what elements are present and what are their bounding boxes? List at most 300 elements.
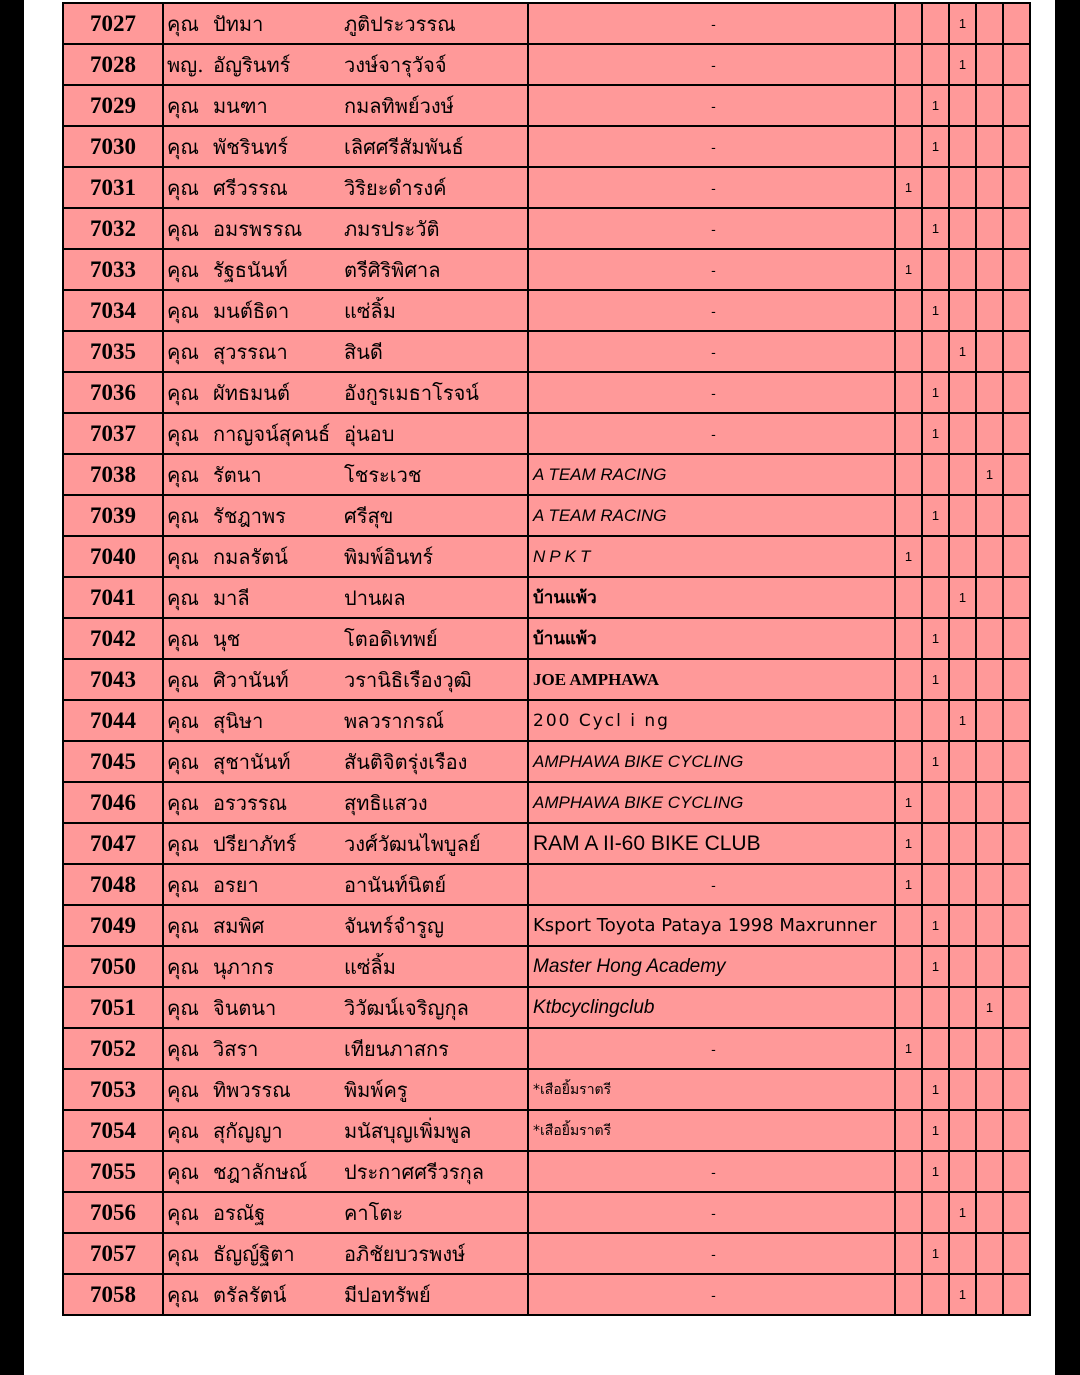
name-title: คุณ [167,954,199,979]
first-name: ผัทธมนต์ [213,380,290,405]
table-row [63,905,1030,946]
table-row [63,372,1030,413]
bib-number: 7051 [63,987,163,1028]
table-row [63,1192,1030,1233]
club-name: AMPHAWA BIKE CYCLING [528,741,895,782]
category-mark-3 [949,946,976,987]
last-name: ภูติประวรรณ [344,11,456,36]
participant-name-cell [163,536,528,577]
category-mark-3: 1 [949,577,976,618]
participant-name-cell [163,700,528,741]
category-mark-1: 1 [895,1028,922,1069]
category-mark-2 [922,1274,949,1315]
bib-number: 7042 [63,618,163,659]
participant-name-cell [163,249,528,290]
category-mark-4 [976,782,1003,823]
category-mark-1 [895,126,922,167]
club-name: - [528,126,895,167]
bib-number: 7047 [63,823,163,864]
bib-number: 7027 [63,3,163,44]
category-mark-5 [1003,864,1030,905]
category-mark-5 [1003,618,1030,659]
name-title: คุณ [167,421,199,446]
first-name: รัตนา [213,462,262,487]
category-mark-5 [1003,249,1030,290]
category-mark-1: 1 [895,782,922,823]
table-row [63,741,1030,782]
club-name: - [528,1233,895,1274]
club-name: *เสือยิ้มราตรี [528,1069,895,1110]
club-name: JOE AMPHAWA [528,659,895,700]
first-name: นุภากร [213,954,274,979]
first-name: รัชฎาพร [213,503,286,528]
club-name: - [528,331,895,372]
table-row [63,1233,1030,1274]
last-name: กมลทิพย์วงษ์ [344,93,454,118]
category-mark-4 [976,249,1003,290]
last-name: สินดี [344,339,383,364]
category-mark-2: 1 [922,618,949,659]
table-row [63,208,1030,249]
category-mark-5 [1003,85,1030,126]
participant-name-cell [163,1274,528,1315]
club-name: A TEAM RACING [528,454,895,495]
name-title: คุณ [167,1159,199,1184]
category-mark-2 [922,823,949,864]
category-mark-1: 1 [895,823,922,864]
category-mark-2 [922,1192,949,1233]
participant-name-cell [163,126,528,167]
last-name: อุ่นอบ [344,421,395,446]
last-name: สุทธิแสวง [344,790,428,815]
name-title: คุณ [167,995,199,1020]
category-mark-2: 1 [922,1110,949,1151]
last-name: สันติจิตรุ่งเรือง [344,749,468,774]
name-title: คุณ [167,1077,199,1102]
first-name: พัชรินทร์ [213,134,289,159]
table-row [63,659,1030,700]
category-mark-5 [1003,1110,1030,1151]
category-mark-5 [1003,44,1030,85]
category-mark-2: 1 [922,372,949,413]
table-row [63,1110,1030,1151]
category-mark-5 [1003,1274,1030,1315]
participant-name-cell [163,1028,528,1069]
first-name: ศรีวรรณ [213,175,288,200]
name-title: คุณ [167,667,199,692]
category-mark-3 [949,85,976,126]
club-name: RAM A II-60 BIKE CLUB [528,823,895,864]
category-mark-4 [976,44,1003,85]
category-mark-2: 1 [922,208,949,249]
category-mark-5 [1003,659,1030,700]
category-mark-4: 1 [976,454,1003,495]
table-row [63,495,1030,536]
name-title: คุณ [167,1241,199,1266]
participant-name-cell [163,782,528,823]
table-row [63,823,1030,864]
club-name: Ksport Toyota Pataya 1998 Maxrunner [528,905,895,946]
category-mark-2: 1 [922,85,949,126]
category-mark-4 [976,864,1003,905]
first-name: อรวรรณ [213,790,288,815]
first-name: จินตนา [213,995,277,1020]
club-name: - [528,1151,895,1192]
club-name: AMPHAWA BIKE CYCLING [528,782,895,823]
participant-name-cell [163,3,528,44]
category-mark-2: 1 [922,1151,949,1192]
first-name: ปรียาภัทร์ [213,831,297,856]
category-mark-4 [976,741,1003,782]
participant-name-cell [163,290,528,331]
category-mark-4 [976,905,1003,946]
category-mark-3 [949,1028,976,1069]
table-row [63,700,1030,741]
last-name: มนัสบุญเพิ่มพูล [344,1118,472,1143]
club-name: - [528,167,895,208]
table-row [63,413,1030,454]
bib-number: 7045 [63,741,163,782]
participant-name-cell [163,1151,528,1192]
category-mark-5 [1003,741,1030,782]
first-name: สุกัญญา [213,1118,283,1143]
name-title: คุณ [167,872,199,897]
category-mark-4 [976,659,1003,700]
name-title: คุณ [167,1118,199,1143]
last-name: ตรีศิริพิศาล [344,257,441,282]
category-mark-3 [949,454,976,495]
bib-number: 7050 [63,946,163,987]
participant-name-cell [163,495,528,536]
name-title: คุณ [167,626,199,651]
category-mark-5 [1003,577,1030,618]
first-name: วิสรา [213,1036,259,1061]
category-mark-5 [1003,700,1030,741]
last-name: วรานิธิเรืองวุฒิ [344,667,472,692]
participant-name-cell [163,741,528,782]
bib-number: 7054 [63,1110,163,1151]
category-mark-5 [1003,208,1030,249]
category-mark-3 [949,905,976,946]
category-mark-1: 1 [895,864,922,905]
bib-number: 7052 [63,1028,163,1069]
bib-number: 7028 [63,44,163,85]
category-mark-4 [976,3,1003,44]
category-mark-5 [1003,372,1030,413]
club-name: - [528,1274,895,1315]
participant-name-cell [163,208,528,249]
category-mark-3: 1 [949,700,976,741]
first-name: นุช [213,626,241,651]
category-mark-1 [895,1233,922,1274]
table-row [63,1028,1030,1069]
bib-number: 7055 [63,1151,163,1192]
category-mark-1 [895,290,922,331]
bib-number: 7040 [63,536,163,577]
category-mark-4 [976,1151,1003,1192]
first-name: มนต์ธิดา [213,298,290,323]
first-name: มาลี [213,585,250,610]
category-mark-1 [895,618,922,659]
name-title: พญ. [167,52,204,77]
category-mark-5 [1003,1233,1030,1274]
participant-name-cell [163,413,528,454]
bib-number: 7029 [63,85,163,126]
table-row [63,85,1030,126]
category-mark-4 [976,618,1003,659]
category-mark-4 [976,1233,1003,1274]
category-mark-5 [1003,495,1030,536]
name-title: คุณ [167,216,199,241]
participant-name-cell [163,864,528,905]
bib-number: 7030 [63,126,163,167]
first-name: ชฎาลักษณ์ [213,1159,308,1184]
category-mark-1 [895,44,922,85]
category-mark-3 [949,987,976,1028]
category-mark-3 [949,864,976,905]
bib-number: 7044 [63,700,163,741]
last-name: ศรีสุข [344,503,394,528]
category-mark-1: 1 [895,249,922,290]
name-title: คุณ [167,708,199,733]
bib-number: 7053 [63,1069,163,1110]
first-name: สมพิศ [213,913,265,938]
category-mark-4 [976,372,1003,413]
club-name: Ktbcyclingclub [528,987,895,1028]
name-title: คุณ [167,1282,199,1307]
category-mark-2 [922,44,949,85]
category-mark-4 [976,208,1003,249]
category-mark-3: 1 [949,331,976,372]
category-mark-1 [895,454,922,495]
club-name: - [528,44,895,85]
last-name: วิริยะดำรงค์ [344,175,447,200]
table-row [63,782,1030,823]
club-name: - [528,1192,895,1233]
category-mark-2 [922,1028,949,1069]
category-mark-5 [1003,331,1030,372]
category-mark-1 [895,495,922,536]
bib-number: 7043 [63,659,163,700]
category-mark-5 [1003,126,1030,167]
category-mark-4 [976,413,1003,454]
first-name: สุวรรณา [213,339,288,364]
name-title: คุณ [167,790,199,815]
participant-name-cell [163,331,528,372]
participant-name-cell [163,659,528,700]
category-mark-2: 1 [922,413,949,454]
last-name: แซ่ลิ้ม [344,954,396,979]
last-name: แซ่ลิ้ม [344,298,396,323]
club-name: - [528,372,895,413]
bib-number: 7033 [63,249,163,290]
category-mark-3 [949,208,976,249]
last-name: ปานผล [344,585,406,610]
last-name: โชระเวช [344,462,422,487]
category-mark-4 [976,331,1003,372]
table-row [63,1274,1030,1315]
last-name: อภิชัยบวรพงษ์ [344,1241,466,1266]
bib-number: 7058 [63,1274,163,1315]
category-mark-2 [922,536,949,577]
club-name: - [528,290,895,331]
category-mark-1: 1 [895,536,922,577]
bib-number: 7049 [63,905,163,946]
club-name: - [528,249,895,290]
category-mark-1 [895,413,922,454]
category-mark-3 [949,249,976,290]
last-name: อานันท์นิตย์ [344,872,447,897]
name-title: คุณ [167,462,199,487]
name-title: คุณ [167,380,199,405]
category-mark-3 [949,1151,976,1192]
first-name: มนฑา [213,93,268,118]
participant-name-cell [163,987,528,1028]
category-mark-3 [949,1233,976,1274]
table-row [63,1151,1030,1192]
participant-name-cell [163,454,528,495]
category-mark-5 [1003,1151,1030,1192]
first-name: ตรัลรัตน์ [213,1282,287,1307]
category-mark-5 [1003,823,1030,864]
category-mark-2: 1 [922,126,949,167]
bib-number: 7038 [63,454,163,495]
bib-number: 7046 [63,782,163,823]
participant-name-cell [163,85,528,126]
last-name: วงศ์วัฒนไพบูลย์ [344,831,481,856]
name-title: คุณ [167,134,199,159]
first-name: อรยา [213,872,259,897]
category-mark-1 [895,1069,922,1110]
category-mark-3 [949,290,976,331]
category-mark-1 [895,372,922,413]
category-mark-3: 1 [949,3,976,44]
category-mark-1: 1 [895,167,922,208]
category-mark-1 [895,659,922,700]
category-mark-1 [895,1274,922,1315]
first-name: ปัทมา [213,11,264,36]
category-mark-5 [1003,290,1030,331]
bib-number: 7037 [63,413,163,454]
category-mark-3 [949,618,976,659]
last-name: เลิศศรีสัมพันธ์ [344,134,464,159]
first-name: อมรพรรณ [213,216,303,241]
name-title: คุณ [167,913,199,938]
name-title: คุณ [167,298,199,323]
first-name: รัฐธนันท์ [213,257,288,282]
bib-number: 7048 [63,864,163,905]
category-mark-4 [976,1274,1003,1315]
bib-number: 7057 [63,1233,163,1274]
table-row [63,1069,1030,1110]
category-mark-5 [1003,167,1030,208]
bib-number: 7036 [63,372,163,413]
category-mark-4 [976,126,1003,167]
club-name: - [528,1028,895,1069]
category-mark-4 [976,700,1003,741]
category-mark-5 [1003,1069,1030,1110]
name-title: คุณ [167,339,199,364]
category-mark-2: 1 [922,905,949,946]
first-name: สุนิษา [213,708,264,733]
first-name: กมลรัตน์ [213,544,288,569]
name-title: คุณ [167,503,199,528]
document-page [24,0,1055,1375]
club-name: 200 Cycl i ng [528,700,895,741]
category-mark-1 [895,905,922,946]
name-title: คุณ [167,257,199,282]
last-name: โตอดิเทพย์ [344,626,438,651]
participant-name-cell [163,372,528,413]
category-mark-1 [895,1110,922,1151]
participant-name-cell [163,1192,528,1233]
club-name: บ้านแพ้ว [528,618,895,659]
category-mark-5 [1003,946,1030,987]
table-row [63,126,1030,167]
last-name: จันทร์จำรูญ [344,913,445,938]
category-mark-1 [895,741,922,782]
table-row [63,946,1030,987]
category-mark-2: 1 [922,290,949,331]
category-mark-5 [1003,413,1030,454]
category-mark-2: 1 [922,741,949,782]
category-mark-4: 1 [976,987,1003,1028]
first-name: กาญจน์สุคนธ์ [213,421,331,446]
category-mark-2: 1 [922,495,949,536]
table-row [63,249,1030,290]
last-name: มีปอทรัพย์ [344,1282,431,1307]
first-name: อัญรินทร์ [213,52,291,77]
name-title: คุณ [167,93,199,118]
category-mark-4 [976,823,1003,864]
participant-name-cell [163,1110,528,1151]
category-mark-4 [976,946,1003,987]
category-mark-3 [949,782,976,823]
category-mark-4 [976,85,1003,126]
category-mark-2 [922,454,949,495]
table-row [63,987,1030,1028]
name-title: คุณ [167,175,199,200]
name-title: คุณ [167,831,199,856]
category-mark-1 [895,1151,922,1192]
category-mark-2 [922,331,949,372]
club-name: *เสือยิ้มราตรี [528,1110,895,1151]
category-mark-1 [895,3,922,44]
category-mark-3 [949,167,976,208]
table-row [63,3,1030,44]
category-mark-4 [976,1110,1003,1151]
name-title: คุณ [167,544,199,569]
category-mark-1 [895,946,922,987]
last-name: เทียนภาสกร [344,1036,449,1061]
participant-name-cell [163,44,528,85]
category-mark-3: 1 [949,1192,976,1233]
table-row [63,577,1030,618]
category-mark-3: 1 [949,1274,976,1315]
last-name: ภมรประวัติ [344,216,440,241]
category-mark-3 [949,741,976,782]
table-row [63,290,1030,331]
category-mark-5 [1003,3,1030,44]
category-mark-3: 1 [949,44,976,85]
table-row [63,618,1030,659]
bib-number: 7056 [63,1192,163,1233]
bib-number: 7034 [63,290,163,331]
category-mark-5 [1003,536,1030,577]
category-mark-1 [895,577,922,618]
club-name: - [528,864,895,905]
category-mark-2: 1 [922,659,949,700]
